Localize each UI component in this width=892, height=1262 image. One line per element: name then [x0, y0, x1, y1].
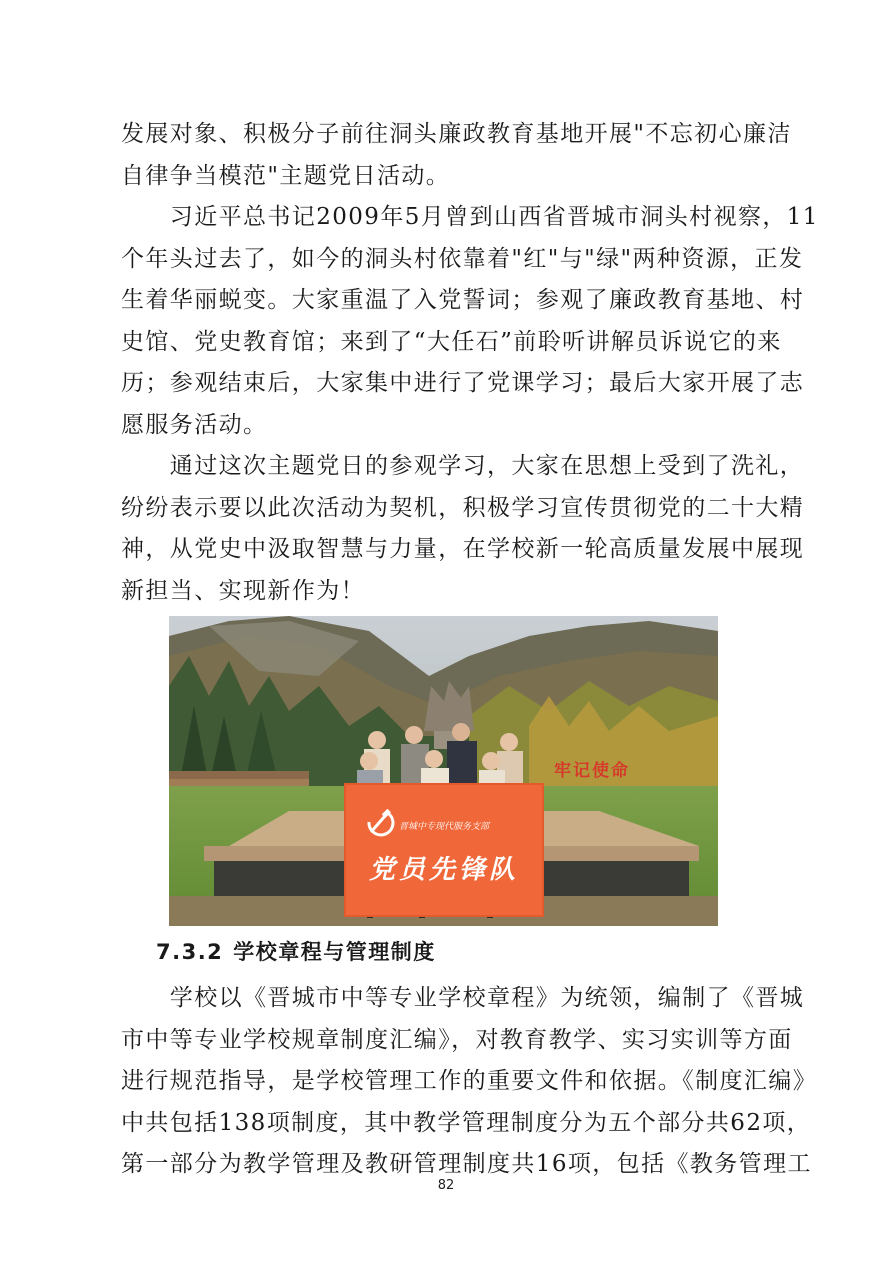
party-banner	[345, 784, 543, 916]
text-line: 愿服务活动。	[121, 411, 268, 438]
text-line: 历；参观结束后，大家集中进行了党课学习；最后大家开展了志	[121, 370, 805, 396]
body-text-top	[121, 114, 819, 612]
text-line: 第一部分为教学管理及教研管理制度共16项，包括《教务管理工	[121, 1151, 812, 1177]
text-line: 新担当、实现新作为！	[121, 577, 365, 604]
text-line: 中共包括138项制度，其中教学管理制度分为五个部分共62项，	[121, 1109, 812, 1136]
section-number: 7.3.2	[156, 940, 224, 964]
banner-title: 党员先锋队	[369, 855, 520, 885]
body-text-bottom	[121, 978, 818, 1186]
banner-subtitle: 晋城中专现代服务支部	[399, 822, 490, 832]
paragraph	[121, 197, 819, 446]
text-line: 个年头过去了，如今的洞头村依靠着"红"与"绿"两种资源，正发	[121, 245, 804, 272]
text-line: 生着华丽蜕变。大家重温了入党誓词；参观了廉政教育基地、村	[121, 287, 805, 313]
paragraph	[121, 114, 801, 197]
page-number: 82	[437, 1178, 455, 1193]
section-title: 学校章程与管理制度	[233, 940, 436, 964]
text-line: 市中等专业学校规章制度汇编》，对教育教学、实习实训等方面	[121, 1026, 793, 1053]
text-line: 纷纷表示要以此次活动为契机，积极学习宣传贯彻党的二十大精	[121, 494, 805, 521]
slogan-sign: 牢记使命	[554, 761, 630, 781]
text-line: 神，从党史中汲取智慧与力量，在学校新一轮高质量发展中展现	[121, 536, 805, 562]
text-line: 进行规范指导，是学校管理工作的重要文件和依据。《制度汇编》	[121, 1068, 818, 1094]
text-line: 通过这次主题党日的参观学习，大家在思想上受到了洗礼，	[121, 453, 805, 479]
text-line: 习近平总书记2009年5月曾到山西省晋城市洞头村视察，11	[121, 204, 819, 230]
text-line: 发展对象、积极分子前往洞头廉政教育基地开展"不忘初心廉洁	[121, 121, 792, 147]
paragraph	[121, 446, 805, 612]
text-line: 学校以《晋城市中等专业学校章程》为统领，编制了《晋城	[121, 985, 805, 1011]
group-photo	[169, 616, 718, 926]
text-line: 史馆、党史教育馆；来到了“大任石”前聆听讲解员诉说它的来	[121, 328, 782, 355]
text-line: 自律争当模范"主题党日活动。	[121, 162, 451, 189]
section-heading	[156, 934, 436, 970]
